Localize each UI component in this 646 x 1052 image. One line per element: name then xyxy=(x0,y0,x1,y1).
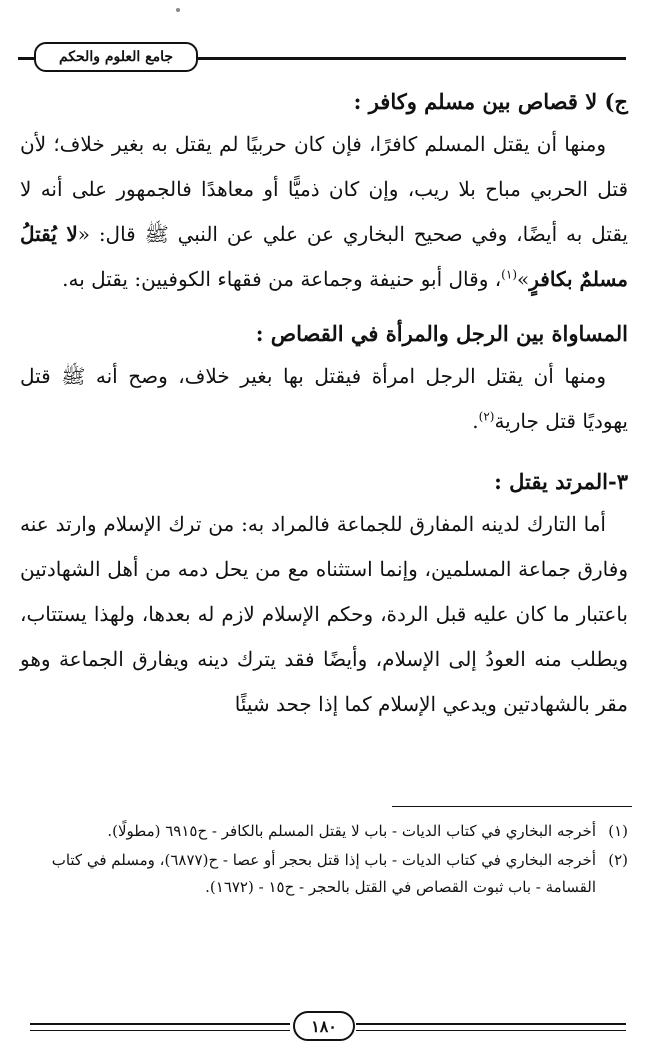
footer-thin-rule-left xyxy=(30,1030,290,1031)
hadith-quote: لا يُقتلُ مسلمٌ بكافرٍ xyxy=(20,222,628,291)
paragraph-apostate xyxy=(20,502,628,727)
footnotes xyxy=(24,818,628,903)
section-heading-apostate: ٣-المرتد يقتل : xyxy=(494,469,628,494)
footnote-ref-2: (٢) xyxy=(478,409,495,424)
running-header-title: جامع العلوم والحكم xyxy=(58,49,174,65)
section-heading-no-retaliation: ج) لا قصاص بين مسلم وكافر : xyxy=(353,89,628,114)
page-mark xyxy=(176,8,180,12)
paragraph-text: ومنها أن يقتل الرجل امرأة فيقتل بها بغير خلاف، وصح أنه ﷺ قتل يهوديًا قتل جارية xyxy=(20,364,628,433)
running-header xyxy=(34,42,198,72)
footnote-number: (١) xyxy=(608,822,628,840)
quote-close: » xyxy=(517,267,530,291)
footnote-number: (٢) xyxy=(608,851,628,869)
footnote-separator xyxy=(392,806,632,807)
footnote-text: أخرجه البخاري في كتاب الديات - باب لا يقتل المسلم بالكافر - ح٦٩١٥ (مطولًا). xyxy=(107,822,596,840)
paragraph-ending: ، وقال أبو حنيفة وجماعة من فقهاء الكوفيين: يقتل به. xyxy=(62,267,502,291)
page-number xyxy=(293,1011,355,1041)
footnote-2 xyxy=(24,847,628,901)
footnote-1 xyxy=(24,818,628,845)
footnote-ref-1: (١) xyxy=(501,267,517,282)
paragraph-man-woman xyxy=(20,354,628,444)
footer-thin-rule-right xyxy=(356,1030,626,1031)
paragraph-ending: . xyxy=(472,409,479,433)
paragraph-text: ومنها أن يقتل المسلم كافرًا، فإن كان حربيًا لم يقتل به بغير خلاف؛ لأن قتل الحربي مباح بلا ريب، وإن كان ذميًّا أو معاهدًا فالجمهور على أنه لا يقتل به أيضًا، وفي صحيح البخاري عن علي عن النبي ﷺ قال: « xyxy=(20,132,629,246)
header-rule-right xyxy=(196,57,626,60)
paragraph-text: أما التارك لدينه المفارق للجماعة فالمراد به: من ترك الإسلام وارتد عنه وفارق جماعة المسلمين، وإنما استثناه مع من يحل دمه من أهل الشهادتين باعتبار ما كان عليه قبل الردة، وحكم الإسلام لازم له بعدها، ولهذا يستتاب، ويطلب منه العودُ إلى الإسلام، وأيضًا فقد يترك دينه ويفارق الجماعة وهو مقر بالشهادتين ويدعي الإسلام كما إذا جحد شيئًا xyxy=(20,512,628,716)
page-number-text: ١٨٠ xyxy=(311,1016,337,1036)
section-heading-equality: المساواة بين الرجل والمرأة في القصاص : xyxy=(255,321,628,346)
footer-rule-right xyxy=(356,1023,626,1025)
page-body xyxy=(20,82,628,727)
paragraph-muslim-disbeliever xyxy=(20,122,628,302)
footnote-text: أخرجه البخاري في كتاب الديات - باب إذا قتل بحجر أو عصا - ح(٦٨٧٧)، ومسلم في كتاب القسامة - باب ثبوت القصاص في القتل بالحجر - ح١٥ - (١٦٧٢). xyxy=(51,851,596,896)
footer-rule-left xyxy=(30,1023,290,1025)
